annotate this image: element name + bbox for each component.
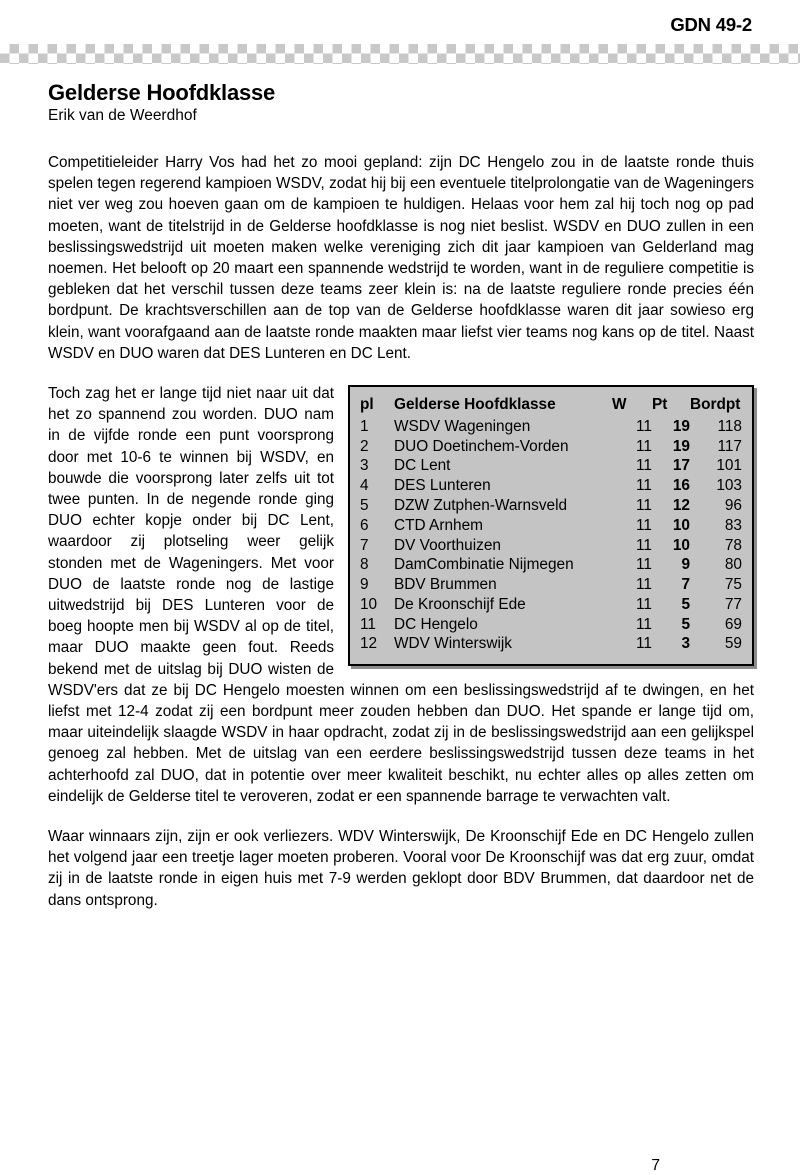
cell-team: CTD Arnhem xyxy=(394,516,483,534)
cell-pl: 1 xyxy=(360,417,369,435)
cell-w: 11 xyxy=(636,496,652,514)
checkerboard-pattern-icon xyxy=(0,44,800,64)
standings-table-head xyxy=(360,395,742,417)
cell-pl: 7 xyxy=(360,536,369,554)
cell-pt: 19 xyxy=(672,417,690,435)
cell-pl: 10 xyxy=(360,595,378,613)
cell-pt: 3 xyxy=(681,635,690,653)
cell-team: BDV Brummen xyxy=(394,576,497,594)
table-row xyxy=(360,536,742,556)
table-row xyxy=(360,456,742,476)
cell-pl: 9 xyxy=(360,576,369,594)
article-paragraph-3: Waar winnaars zijn, zijn er ook verliezers. WDV Winterswijk, De Kroonschijf Ede en DC Hengelo zullen het volgend jaar een treetje lager moeten proberen. Vooral voor De Kroonschijf was dat erg zuur, omdat zij in de laatste ronde in eigen huis met 7-9 werden geklopt door BDV Brummen, dat daardoor net de dans ontsprong. xyxy=(48,827,754,909)
cell-w: 11 xyxy=(636,457,652,475)
cell-pt: 10 xyxy=(672,516,690,534)
cell-w: 11 xyxy=(636,595,652,613)
cell-team: DamCombinatie Nijmegen xyxy=(394,556,574,574)
column-header-pt: Pt xyxy=(652,395,668,413)
cell-team: WDV Winterswijk xyxy=(394,635,512,653)
cell-bordpt: 78 xyxy=(724,536,742,554)
cell-pt: 9 xyxy=(681,556,690,574)
article-paragraph-1: Competitieleider Harry Vos had het zo mooi gepland: zijn DC Hengelo zou in de laatste ronde thuis spelen tegen regerend kampioen WSDV, zodat hij bij een eventuele titelprolongatie van de Wageningers niet ver weg zou hoeven gaan om de kampioen te huldigen. Helaas voor hem zal hij toch nog op pad moeten, want de titelstrijd in de Gelderse hoofdklasse is nog niet beslist. WSDV en DUO zullen in een beslissingswedstrijd uit moeten maken welke vereniging zich dit jaar kampioen van Gelderland mag noemen. Het belooft op 20 maart een spannende wedstrijd te worden, want in de reguliere competitie is gebleken dat het verschil tussen deze teams zeer klein is: na de laatste reguliere ronde precies één bordpunt. De krachtsverschillen aan de top van de Gelderse hoofdklasse waren dit jaar sowieso erg klein, want voorafgaand aan de laatste ronde maakten maar liefst vier teams nog kans op de titel. Naast WSDV en DUO waren dat DES Lunteren en DC Lent. xyxy=(48,153,754,362)
cell-pl: 2 xyxy=(360,437,369,455)
page-number: 7 xyxy=(651,1157,660,1174)
cell-bordpt: 77 xyxy=(724,595,742,613)
cell-pl: 6 xyxy=(360,516,369,534)
cell-pl: 3 xyxy=(360,457,369,475)
article-author: Erik van de Weerdhof xyxy=(48,107,197,125)
cell-w: 11 xyxy=(636,516,652,534)
article-content xyxy=(48,80,754,1174)
cell-team: De Kroonschijf Ede xyxy=(394,595,526,613)
issue-label: GDN 49-2 xyxy=(670,14,752,35)
table-row xyxy=(360,516,742,536)
cell-w: 11 xyxy=(636,477,652,495)
table-row xyxy=(360,595,742,615)
cell-bordpt: 80 xyxy=(724,556,742,574)
column-header-team: Gelderse Hoofdklasse xyxy=(394,395,556,413)
table-row xyxy=(360,417,742,437)
standings-table xyxy=(360,395,742,654)
table-header-row xyxy=(360,395,742,417)
cell-team: DUO Doetinchem-Vorden xyxy=(394,437,569,455)
article-paragraph-2: Toch zag het er lange tijd niet naar uit dat het zo spannend zou worden. DUO nam in de vijfde ronde een punt voorsprong door met 10-6 te winnen bij WSDV, en bouwde die voorsprong later zelfs uit tot twee punten. In de negende ronde ging DUO echter kopje onder bij DC Lent, waardoor zij plotseling weer gelijk stonden met de Wageningers. Met voor DUO de laatste ronde nog de lastige uitwedstrijd bij DES Lunteren voor de boeg hoopte men bij WSDV al op de titel, maar DUO maakte geen fout. Reeds bekend met de uitslag bij DUO wisten de WSDV'ers dat ze bij DC Hengelo moesten winnen om een beslissingswedstrijd af te dwingen, en het liefst met 12-4 zodat zij een bordpunt meer zouden hebben dan DUO. Het spande er lange tijd om, maar uiteindelijk slaagde WSDV in haar opdracht, zodat zij in de beslissingswedstrijd aan een gelijkspel genoeg zal hebben. Met de uitslag van een eerdere beslissingswedstrijd tussen deze teams in het achterhoofd zal DUO, dat in potentie over meer kwaliteit beschikt, nu echter alles op alles zetten om eindelijk de Gelderse titel te veroveren, zodat er een spannende barrage te verwachten valt. xyxy=(48,384,754,805)
cell-pt: 5 xyxy=(681,595,690,613)
cell-bordpt: 75 xyxy=(724,576,742,594)
table-row xyxy=(360,437,742,457)
cell-w: 11 xyxy=(636,417,652,435)
standings-table-body xyxy=(360,417,742,655)
cell-team: DES Lunteren xyxy=(394,477,491,495)
cell-pl: 11 xyxy=(360,615,376,633)
cell-w: 11 xyxy=(636,556,652,574)
cell-pl: 8 xyxy=(360,556,369,574)
cell-pl: 12 xyxy=(360,635,378,653)
cell-pl: 4 xyxy=(360,477,369,495)
cell-pt: 10 xyxy=(672,536,690,554)
cell-pt: 17 xyxy=(672,457,690,475)
cell-w: 11 xyxy=(636,437,652,455)
cell-w: 11 xyxy=(636,576,652,594)
column-header-pl: pl xyxy=(360,395,374,413)
column-header-w: W xyxy=(612,395,627,413)
article-body-with-table xyxy=(48,383,754,807)
cell-team: DV Voorthuizen xyxy=(394,536,501,554)
cell-bordpt: 118 xyxy=(717,417,742,435)
cell-bordpt: 117 xyxy=(717,437,742,455)
table-row xyxy=(360,496,742,516)
cell-w: 11 xyxy=(636,635,652,653)
cell-pt: 7 xyxy=(681,576,690,594)
page-title: Gelderse Hoofdklasse xyxy=(48,80,276,105)
column-header-bordpt: Bordpt xyxy=(690,395,741,413)
table-row xyxy=(360,555,742,575)
page-header xyxy=(0,0,800,44)
cell-bordpt: 69 xyxy=(724,615,742,633)
cell-pt: 5 xyxy=(681,615,690,633)
cell-pt: 12 xyxy=(672,496,690,514)
cell-bordpt: 96 xyxy=(724,496,742,514)
cell-w: 11 xyxy=(636,536,652,554)
cell-bordpt: 101 xyxy=(716,457,742,475)
cell-team: DZW Zutphen-Warnsveld xyxy=(394,496,568,514)
standings-table-container xyxy=(348,385,754,666)
table-row xyxy=(360,615,742,635)
cell-pl: 5 xyxy=(360,496,369,514)
cell-bordpt: 83 xyxy=(724,516,742,534)
cell-w: 11 xyxy=(636,615,652,633)
cell-team: DC Lent xyxy=(394,457,451,475)
table-row xyxy=(360,634,742,654)
table-row xyxy=(360,575,742,595)
cell-bordpt: 59 xyxy=(724,635,742,653)
cell-bordpt: 103 xyxy=(716,477,742,495)
cell-team: WSDV Wageningen xyxy=(394,417,531,435)
cell-team: DC Hengelo xyxy=(394,615,478,633)
cell-pt: 19 xyxy=(672,437,690,455)
table-row xyxy=(360,476,742,496)
cell-pt: 16 xyxy=(672,477,690,495)
